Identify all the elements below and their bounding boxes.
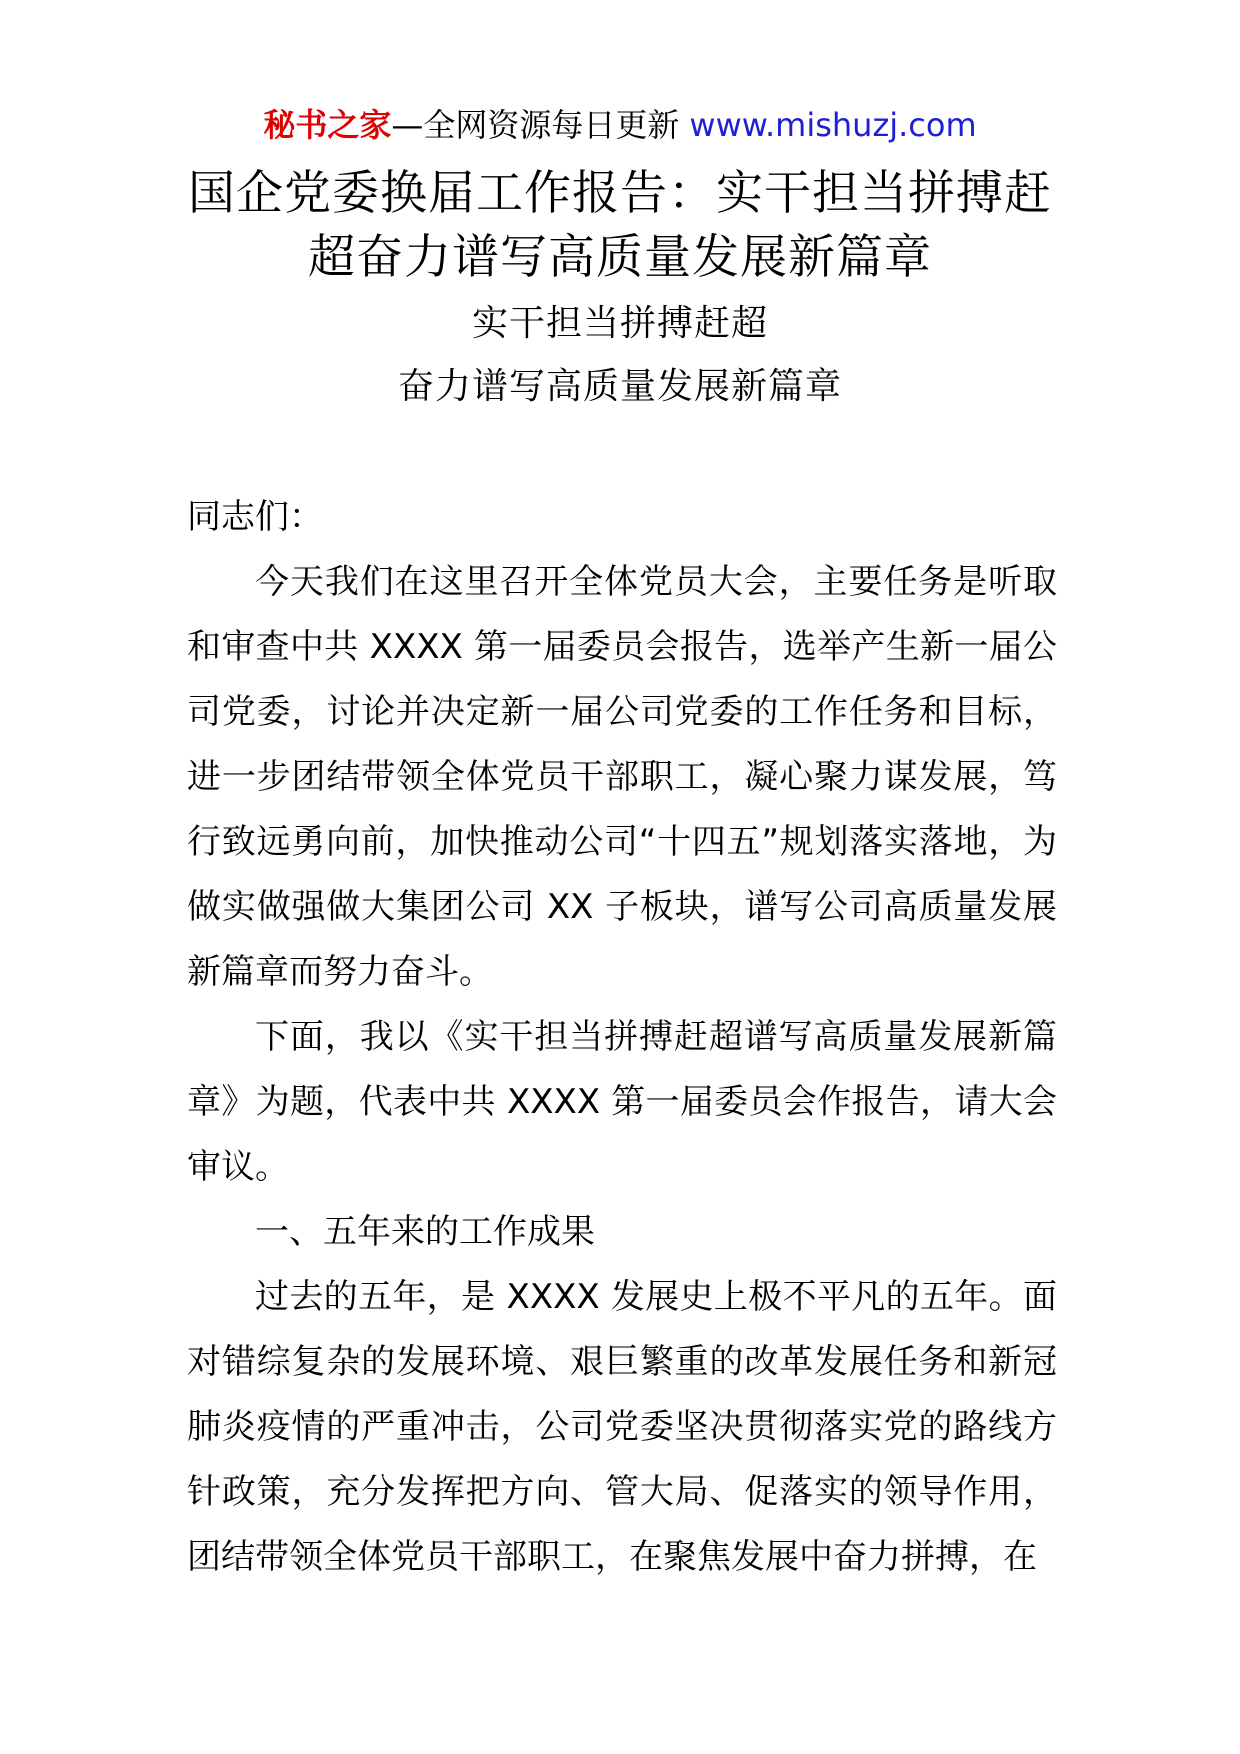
- site-slogan: —全网资源每日更新: [391, 106, 680, 144]
- title-line-1: 国企党委换届工作报告：实干担当拼搏赶: [188, 166, 1052, 221]
- paragraph-3: 过去的五年，是 XXXX 发展史上极不平凡的五年。面对错综复杂的发展环境、艰巨繁重的改革发展任务和新冠肺炎疫情的严重冲击，公司党委坚决贯彻落实党的路线方针政策，充分发挥把方向、管大局、促落实的领导作用，团结带领全体党员干部职工，在聚焦发展中奋力拼搏，在: [187, 1277, 1057, 1577]
- document-title: [0, 162, 1240, 290]
- section-heading-1: 一、五年来的工作成果: [255, 1212, 595, 1252]
- document-body: [187, 485, 1057, 1590]
- site-url[interactable]: www.mishuzj.com: [689, 106, 977, 144]
- document-subtitle: [0, 292, 1240, 418]
- paragraph-1: 今天我们在这里召开全体党员大会，主要任务是听取和审查中共 XXXX 第一届委员会报告，选举产生新一届公司党委，讨论并决定新一届公司党委的工作任务和目标，进一步团结带领全体党员干部职工，凝心聚力谋发展，笃行致远勇向前，加快推动公司“十四五”规划落实落地，为做实做强做大集团公司 XX 子板块，谱写公司高质量发展新篇章而努力奋斗。: [187, 562, 1057, 992]
- subtitle-line-2: 奋力谱写高质量发展新篇章: [397, 366, 842, 407]
- salutation: 同志们：: [187, 497, 323, 537]
- subtitle-line-1: 实干担当拼搏赶超: [471, 303, 768, 344]
- site-header: [0, 100, 1240, 150]
- title-line-2: 超奋力谱写高质量发展新篇章: [308, 230, 932, 285]
- paragraph-2: 下面，我以《实干担当拼搏赶超谱写高质量发展新篇章》为题，代表中共 XXXX 第一届委员会作报告，请大会审议。: [187, 1017, 1057, 1187]
- brand-name: 秘书之家: [263, 106, 392, 144]
